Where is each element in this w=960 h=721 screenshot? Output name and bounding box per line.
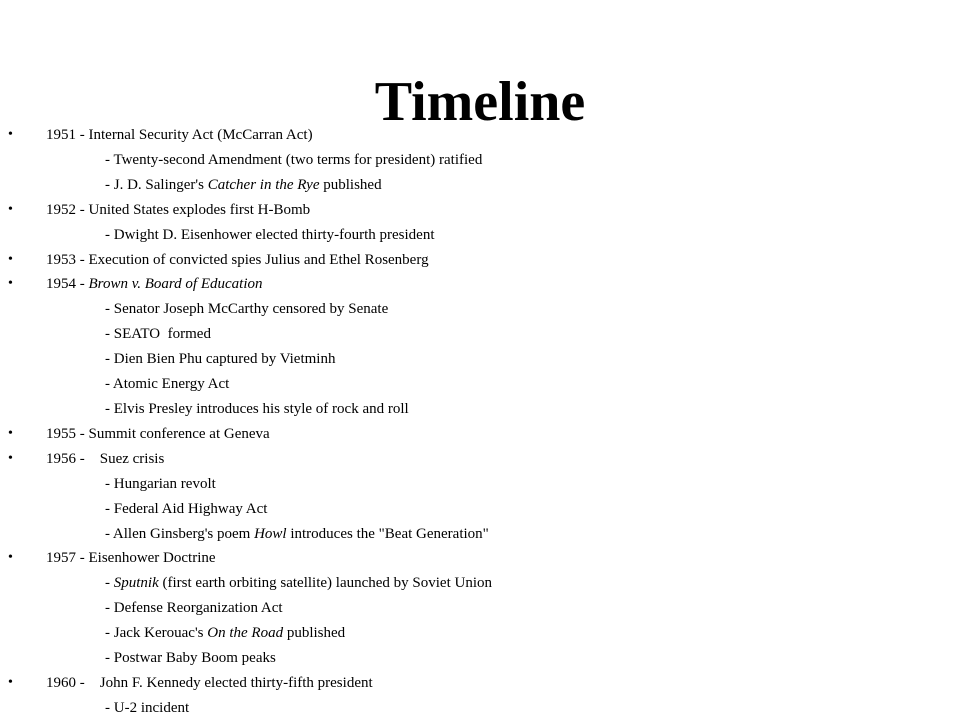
timeline-sub-item (0, 173, 960, 198)
timeline-sub-item (0, 223, 960, 248)
entry-text: 1957 - Eisenhower Doctrine (46, 550, 216, 567)
timeline-year-item (0, 671, 960, 696)
slide-title: Timeline (374, 70, 586, 133)
timeline-sub-item (0, 696, 960, 721)
bullet-marker: • (8, 276, 13, 292)
entry-text: - Dwight D. Eisenhower elected thirty-fourth president (105, 226, 435, 243)
entry-text: - Dien Bien Phu captured by Vietminh (105, 351, 336, 368)
entry-text: - Twenty-second Amendment (two terms for president) ratified (105, 151, 483, 168)
italic-title-text: Catcher in the Rye (207, 176, 320, 193)
timeline-sub-item (0, 347, 960, 372)
timeline-year-item (0, 422, 960, 447)
timeline-sub-item (0, 372, 960, 397)
timeline-year-item (0, 546, 960, 571)
timeline-year-item (0, 248, 960, 273)
entry-text: - J. D. Salinger's (105, 176, 208, 193)
entry-text: - Defense Reorganization Act (105, 600, 283, 617)
entry-text: published (319, 176, 382, 193)
entry-text: (first earth orbiting satellite) launched by Soviet Union (158, 575, 493, 592)
bullet-marker: • (8, 425, 13, 441)
timeline-sub-item (0, 148, 960, 173)
timeline-sub-item (0, 596, 960, 621)
italic-title-text: On the Road (207, 625, 284, 642)
entry-text: 1951 - Internal Security Act (McCarran Act) (46, 127, 313, 143)
entry-text: 1954 - (46, 276, 89, 293)
timeline-sub-item (0, 397, 960, 422)
timeline-sub-item (0, 621, 960, 646)
timeline-sub-item (0, 497, 960, 522)
timeline-list (0, 123, 960, 721)
entry-text: 1956 - Suez crisis (46, 450, 165, 467)
entry-text: - Senator Joseph McCarthy censored by Senate (105, 301, 389, 318)
entry-text: 1960 - John F. Kennedy elected thirty-fifth president (46, 674, 373, 691)
entry-text: - Allen Ginsberg's poem (105, 525, 255, 542)
timeline-sub-item (0, 297, 960, 322)
timeline-sub-item (0, 472, 960, 497)
entry-text: 1953 - Execution of convicted spies Julius and Ethel Rosenberg (46, 251, 429, 268)
entry-text: - Elvis Presley introduces his style of rock and roll (105, 400, 409, 417)
entry-text: - Federal Aid Highway Act (105, 500, 268, 517)
italic-title-text: Sputnik (113, 575, 159, 592)
entry-text: - Postwar Baby Boom peaks (105, 650, 276, 667)
timeline-year-item (0, 447, 960, 472)
bullet-marker: • (8, 450, 13, 466)
timeline-year-item (0, 198, 960, 223)
bullet-marker: • (8, 251, 13, 267)
italic-title-text: Howl (254, 525, 287, 542)
timeline-sub-item (0, 646, 960, 671)
italic-title-text: Brown v. Board of Education (88, 276, 263, 293)
bullet-marker: • (8, 550, 13, 566)
entry-text: - (105, 575, 114, 592)
entry-text: - Jack Kerouac's (105, 625, 208, 642)
timeline-sub-item (0, 522, 960, 547)
bullet-marker: • (8, 201, 13, 217)
entry-text: - Atomic Energy Act (105, 376, 230, 393)
timeline-year-item (0, 123, 960, 148)
entry-text: published (283, 625, 346, 642)
entry-text: - Hungarian revolt (105, 475, 216, 492)
bullet-marker: • (8, 674, 13, 690)
entry-text: 1955 - Summit conference at Geneva (46, 425, 270, 442)
entry-text: - SEATO formed (105, 326, 211, 343)
entry-text: 1952 - United States explodes first H-Bomb (46, 201, 311, 218)
entry-text: introduces the "Beat Generation" (286, 525, 489, 542)
timeline-sub-item (0, 322, 960, 347)
bullet-marker: • (8, 127, 13, 142)
timeline-sub-item (0, 571, 960, 596)
entry-text: - U-2 incident (105, 699, 190, 716)
timeline-year-item (0, 272, 960, 297)
